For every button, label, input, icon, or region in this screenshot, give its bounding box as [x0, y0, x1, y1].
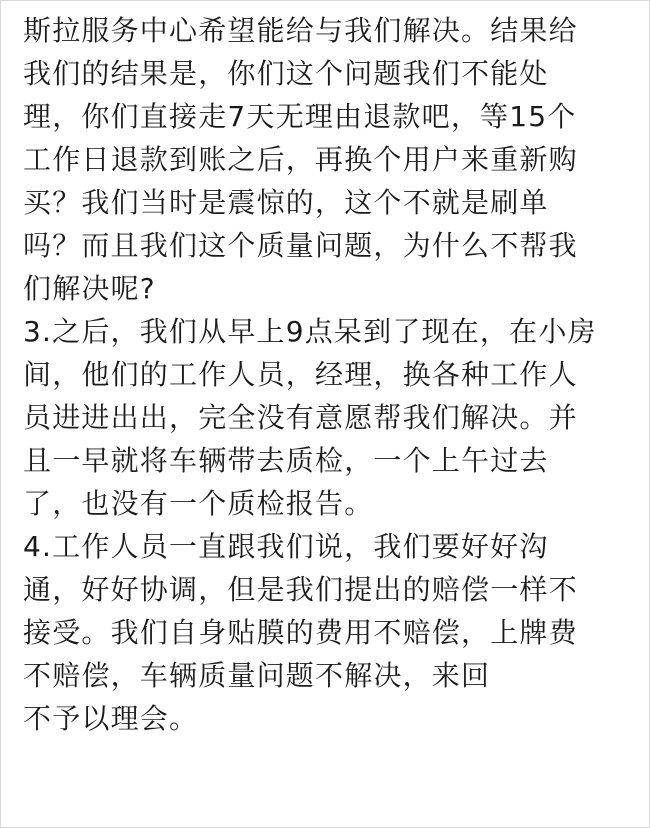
text-line: 理，你们直接走7天无理由退款吧，等15个 — [23, 100, 577, 133]
text-line: 们解决呢? — [23, 272, 156, 305]
text-line: 斯拉服务中心希望能给与我们解决。结果给 — [23, 14, 578, 47]
text-line: 我们的结果是，你们这个问题我们不能处 — [23, 57, 549, 90]
text-line: 员进进出出，完全没有意愿帮我们解决。并 — [23, 401, 578, 434]
blurred-region — [521, 746, 569, 780]
text-line: 吗？而且我们这个质量问题，为什么不帮我 — [23, 229, 578, 262]
text-line: 4.工作人员一直跟我们说，我们要好好沟 — [23, 530, 549, 563]
text-line: 间，他们的工作人员，经理，换各种工作人 — [23, 358, 578, 391]
article-text — [23, 9, 633, 740]
text-line: 3.之后，我们从早上9点呆到了现在，在小房 — [23, 315, 597, 348]
text-line: 买？我们当时是震惊的，这个不就是刷单 — [23, 186, 549, 219]
text-line: 且一早就将车辆带去质检，一个上午过去 — [23, 444, 549, 477]
text-line: 不予以理会。 — [23, 702, 199, 735]
text-line: 接受。我们自身贴膜的费用不赔偿，上牌费 — [23, 616, 578, 649]
text-line: 不赔偿，车辆质量问题不解决，来回 — [23, 659, 491, 692]
text-line: 了，也没有一个质检报告。 — [23, 487, 374, 520]
text-line: 通，好好协调，但是我们提出的赔偿一样不 — [23, 573, 578, 606]
text-line: 工作日退款到账之后，再换个用户来重新购 — [23, 143, 578, 176]
